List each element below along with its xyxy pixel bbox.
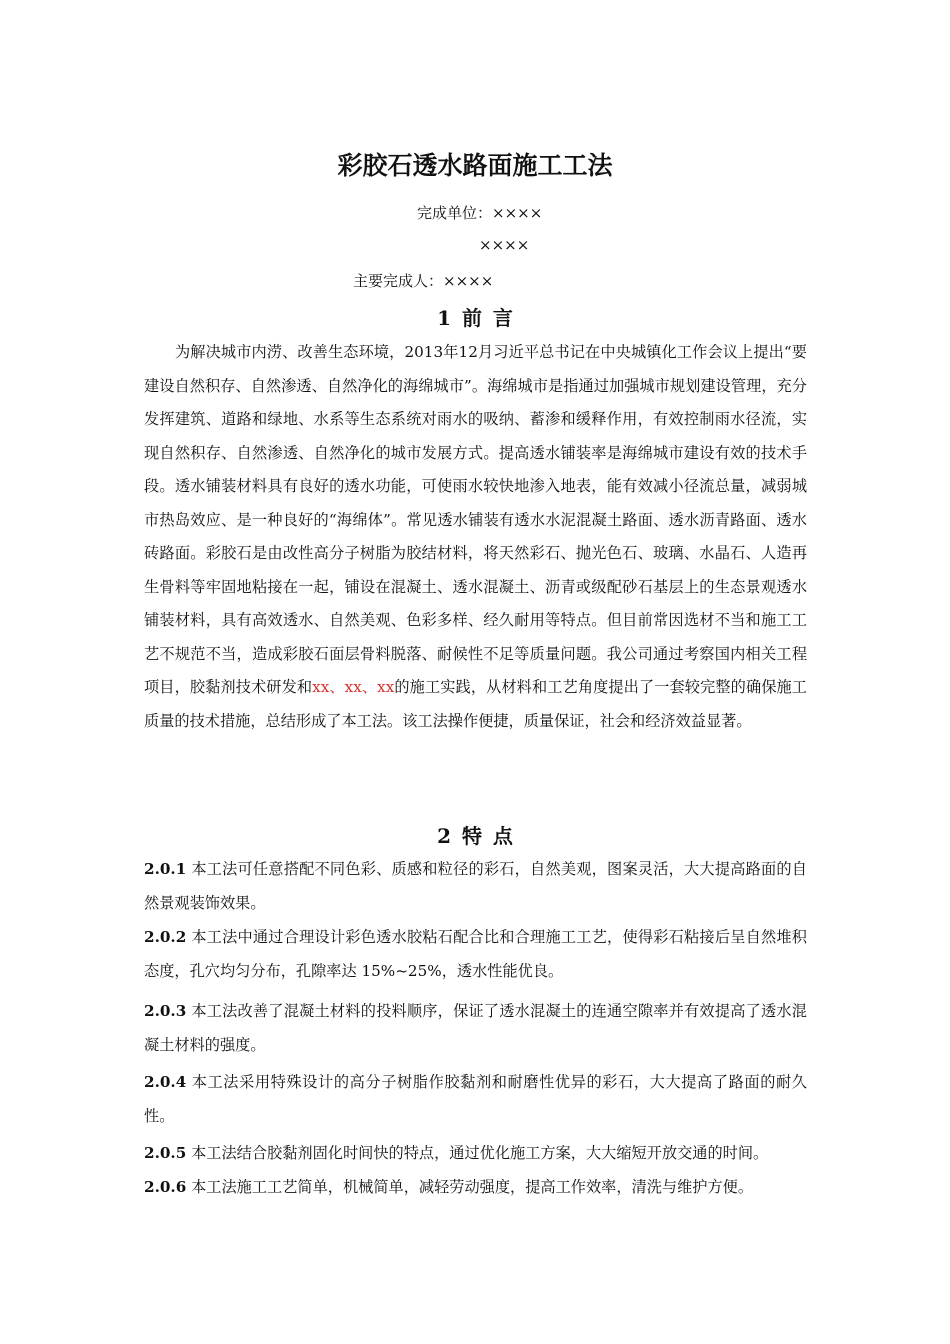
- completion-unit: 完成单位：××××: [417, 204, 543, 222]
- preface-text-part1: 为解决城市内涝、改善生态环境，2013年12月习近平总书记在中央城镇化工作会议上提出“要建设自然积存、自然渗透、自然净化的海绵城市”。海绵城市是指通过加强城市规划建设管理，充分发挥建筑、道路和绿地、水系等生态系统对雨水的吸纳、蓄渗和缓释作用，有效控制雨水径流，实现自然积存、自然渗透、自然净化的城市发展方式。提高透水铺装率是海绵城市建设有效的技术手段。透水铺装材料具有良好的透水功能，可使雨水较快地渗入地表，能有效减小径流总量，减弱城市热岛效应、是一种良好的“海绵体”。常见透水铺装有透水水泥混凝土路面、透水沥青路面、透水砖路面。彩胶石是由改性高分子树脂为胶结材料，将天然彩石、抛光色石、玻璃、水晶石、人造再生骨料等牢固地粘接在一起，铺设在混凝土、透水混凝土、沥青或级配砂石基层上的生态景观透水铺装材料，具有高效透水、自然美观、色彩多样、经久耐用等特点。但目前常因选材不当和施工工艺不规范不当，造成彩胶石面层骨料脱落、耐候性不足等质量问题。我公司通过考察国内相关工程项目，胶黏剂技术研发和: [144, 343, 807, 696]
- feature-item-number: 2.0.1: [144, 860, 187, 878]
- feature-item-text: 本工法采用特殊设计的高分子树脂作胶黏剂和耐磨性优异的彩石，大大提高了路面的耐久性。: [144, 1073, 807, 1125]
- feature-item: [144, 1137, 807, 1171]
- feature-item: [144, 995, 807, 1062]
- feature-item-text: 本工法可任意搭配不同色彩、质感和粒径的彩石，自然美观，图案灵活，大大提高路面的自然景观装饰效果。: [144, 860, 807, 912]
- feature-item: [144, 921, 807, 988]
- feature-item-number: 2.0.6: [144, 1178, 187, 1196]
- document-title: 彩胶石透水路面施工工法: [337, 151, 613, 180]
- main-authors: 主要完成人：××××: [353, 272, 494, 290]
- feature-item: [144, 1171, 807, 1205]
- feature-item-number: 2.0.5: [144, 1144, 187, 1162]
- feature-item: [144, 853, 807, 920]
- feature-item-number: 2.0.3: [144, 1002, 187, 1020]
- completion-unit-second: ××××: [479, 236, 530, 254]
- feature-item: [144, 1066, 807, 1133]
- feature-item-text: 本工法施工工艺简单，机械简单，减轻劳动强度，提高工作效率，清洗与维护方便。: [186, 1178, 754, 1196]
- feature-item-number: 2.0.2: [144, 928, 187, 946]
- preface-text-part2: 的施工实践，从材料和工艺角度提出了一套较完整的确保施工质量的技术措施，总结形成了本工法。该工法操作便捷，质量保证，社会和经济效益显著。: [144, 678, 807, 730]
- section-heading-features: 2 特 点: [437, 824, 513, 848]
- feature-item-number: 2.0.4: [144, 1073, 187, 1091]
- preface-paragraph: [144, 336, 807, 738]
- feature-item-text: 本工法结合胶黏剂固化时间快的特点，通过优化施工方案，大大缩短开放交通的时间。: [186, 1144, 769, 1162]
- preface-project-names: xx、xx、xx: [312, 678, 395, 696]
- feature-item-text: 本工法中通过合理设计彩色透水胶粘石配合比和合理施工工艺，使得彩石粘接后呈自然堆积态度，孔穴均匀分布，孔隙率达 15%~25%，透水性能优良。: [144, 928, 807, 980]
- feature-item-text: 本工法改善了混凝土材料的投料顺序，保证了透水混凝土的连通空隙率并有效提高了透水混凝土材料的强度。: [144, 1002, 807, 1054]
- section-heading-preface: 1 前 言: [437, 306, 513, 330]
